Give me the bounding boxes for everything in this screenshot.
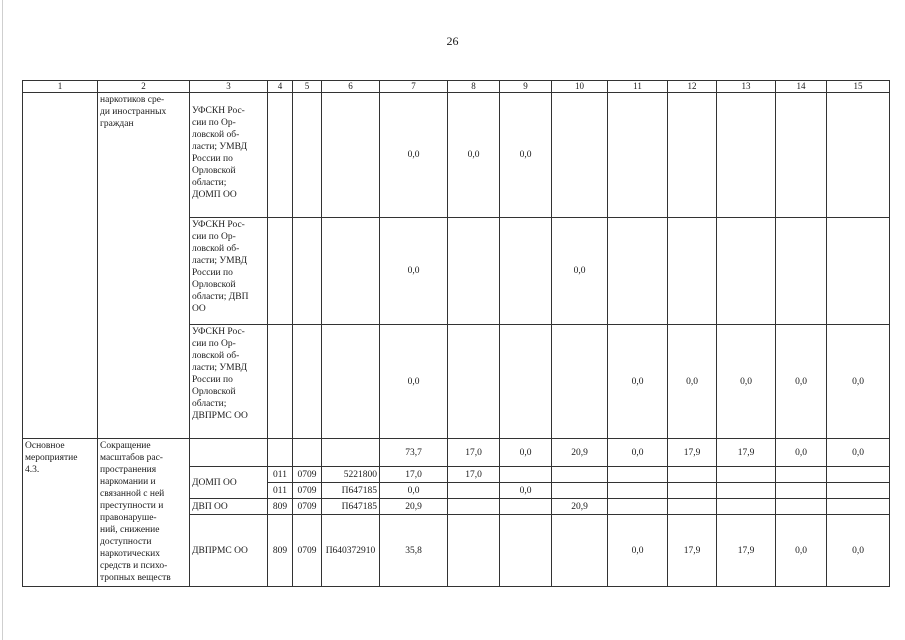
code-c4: 011 <box>268 467 293 483</box>
value-cell-c8 <box>448 218 500 325</box>
empty-cell <box>552 467 608 483</box>
total-c8: 17,0 <box>448 439 500 467</box>
empty-cell <box>448 499 500 515</box>
value-cell-c12: 0,0 <box>668 325 717 439</box>
col-num-1: 1 <box>23 81 98 93</box>
code-c4: 011 <box>268 483 293 499</box>
value-cell-c12: 17,9 <box>668 515 717 587</box>
empty-cell <box>268 218 293 325</box>
empty-cell <box>293 439 322 467</box>
value-cell-c10 <box>552 325 608 439</box>
value-cell-c10: 0,0 <box>552 218 608 325</box>
value-cell-c14 <box>776 218 827 325</box>
value-cell-c7: 35,8 <box>380 515 448 587</box>
value-cell-c8: 0,0 <box>448 93 500 218</box>
code-c6: П640372910 <box>322 515 380 587</box>
empty-cell <box>322 325 380 439</box>
executor-cell: УФСКН Рос- сии по Ор- ловской об- ласти; УМВД России по Орловской области; ДОМП ОО <box>190 93 268 218</box>
executor-cell: ДВПРМС ОО <box>190 515 268 587</box>
col-num-12: 12 <box>668 81 717 93</box>
col-num-7: 7 <box>380 81 448 93</box>
empty-cell <box>827 499 890 515</box>
value-cell-c11 <box>608 93 668 218</box>
table-row <box>23 93 890 218</box>
empty-cell <box>668 483 717 499</box>
block1-col1 <box>23 93 98 439</box>
empty-cell <box>717 467 776 483</box>
empty-cell <box>500 515 552 587</box>
value-cell-c12 <box>668 218 717 325</box>
value-cell-c10 <box>552 93 608 218</box>
value-cell-c11: 0,0 <box>608 515 668 587</box>
empty-cell <box>717 499 776 515</box>
empty-cell <box>827 467 890 483</box>
page-number: 26 <box>446 34 459 48</box>
page-edge-line <box>2 0 3 640</box>
empty-cell <box>776 483 827 499</box>
empty-cell <box>776 499 827 515</box>
value-cell-c13: 17,9 <box>717 515 776 587</box>
empty-cell <box>190 439 268 467</box>
empty-cell <box>448 483 500 499</box>
code-c4: 809 <box>268 499 293 515</box>
code-c5: 0709 <box>293 483 322 499</box>
empty-cell <box>268 325 293 439</box>
code-c5: 0709 <box>293 515 322 587</box>
value-cell-c11 <box>608 218 668 325</box>
empty-cell <box>608 499 668 515</box>
empty-cell <box>322 439 380 467</box>
total-c10: 20,9 <box>552 439 608 467</box>
value-cell-c11: 0,0 <box>608 325 668 439</box>
executor-cell: ДОМП ОО <box>190 467 268 499</box>
empty-cell <box>608 467 668 483</box>
col-num-13: 13 <box>717 81 776 93</box>
col-num-3: 3 <box>190 81 268 93</box>
value-cell-c9 <box>500 218 552 325</box>
total-c7: 73,7 <box>380 439 448 467</box>
total-c14: 0,0 <box>776 439 827 467</box>
empty-cell <box>500 467 552 483</box>
empty-cell <box>293 325 322 439</box>
executor-cell: УФСКН Рос- сии по Ор- ловской об- ласти; УМВД России по Орловской области; ДВПРМС ОО <box>190 325 268 439</box>
code-c5: 0709 <box>293 467 322 483</box>
empty-cell <box>668 467 717 483</box>
value-cell-c8 <box>448 325 500 439</box>
col-num-14: 14 <box>776 81 827 93</box>
col-num-11: 11 <box>608 81 668 93</box>
code-c6: П647185 <box>322 483 380 499</box>
empty-cell <box>268 93 293 218</box>
value-cell-c7: 0,0 <box>380 325 448 439</box>
value-cell-c7: 0,0 <box>380 93 448 218</box>
empty-cell <box>608 483 668 499</box>
empty-cell <box>717 483 776 499</box>
col-num-5: 5 <box>293 81 322 93</box>
empty-cell <box>827 483 890 499</box>
empty-cell <box>293 218 322 325</box>
empty-cell <box>448 515 500 587</box>
block1-description: наркотиков сре- ди иностранных граждан <box>98 93 190 439</box>
empty-cell <box>268 439 293 467</box>
value-cell-c14: 0,0 <box>776 325 827 439</box>
value-cell-c15 <box>827 218 890 325</box>
value-cell-c7: 17,0 <box>380 467 448 483</box>
total-c9: 0,0 <box>500 439 552 467</box>
executor-cell: УФСКН Рос- сии по Ор- ловской об- ласти; УМВД России по Орловской области; ДВП ОО <box>190 218 268 325</box>
value-cell-c7: 20,9 <box>380 499 448 515</box>
col-num-9: 9 <box>500 81 552 93</box>
value-cell-c14: 0,0 <box>776 515 827 587</box>
total-c11: 0,0 <box>608 439 668 467</box>
executor-cell: ДВП ОО <box>190 499 268 515</box>
total-c12: 17,9 <box>668 439 717 467</box>
total-c13: 17,9 <box>717 439 776 467</box>
col-num-2: 2 <box>98 81 190 93</box>
empty-cell <box>322 218 380 325</box>
empty-cell <box>668 499 717 515</box>
value-cell-c13 <box>717 218 776 325</box>
value-cell-c10: 20,9 <box>552 499 608 515</box>
empty-cell <box>552 483 608 499</box>
code-c4: 809 <box>268 515 293 587</box>
value-cell-c9 <box>500 325 552 439</box>
value-cell-c12 <box>668 93 717 218</box>
empty-cell <box>293 93 322 218</box>
total-c15: 0,0 <box>827 439 890 467</box>
value-cell-c15: 0,0 <box>827 515 890 587</box>
value-cell-c8: 17,0 <box>448 467 500 483</box>
value-cell-c14 <box>776 93 827 218</box>
value-cell-c15 <box>827 93 890 218</box>
code-c6: П647185 <box>322 499 380 515</box>
col-num-15: 15 <box>827 81 890 93</box>
measure-description: Сокращение масштабов рас- пространения наркомании и связанной с ней преступности и правонаруше- ний, снижение доступности наркотических средств и психо- тропных веществ <box>98 439 190 587</box>
empty-cell <box>322 93 380 218</box>
column-number-row <box>23 81 890 93</box>
col-num-10: 10 <box>552 81 608 93</box>
value-cell-c7: 0,0 <box>380 483 448 499</box>
budget-table <box>22 80 890 587</box>
code-c6: 5221800 <box>322 467 380 483</box>
value-cell-c9: 0,0 <box>500 93 552 218</box>
empty-cell <box>776 467 827 483</box>
value-cell-c13: 0,0 <box>717 325 776 439</box>
col-num-8: 8 <box>448 81 500 93</box>
col-num-6: 6 <box>322 81 380 93</box>
measure-number: Основное мероприятие 4.3. <box>23 439 98 587</box>
value-cell-c7: 0,0 <box>380 218 448 325</box>
empty-cell <box>552 515 608 587</box>
col-num-4: 4 <box>268 81 293 93</box>
value-cell-c15: 0,0 <box>827 325 890 439</box>
value-cell-c13 <box>717 93 776 218</box>
table-row-total <box>23 439 890 467</box>
value-cell-c9: 0,0 <box>500 483 552 499</box>
code-c5: 0709 <box>293 499 322 515</box>
empty-cell <box>500 499 552 515</box>
